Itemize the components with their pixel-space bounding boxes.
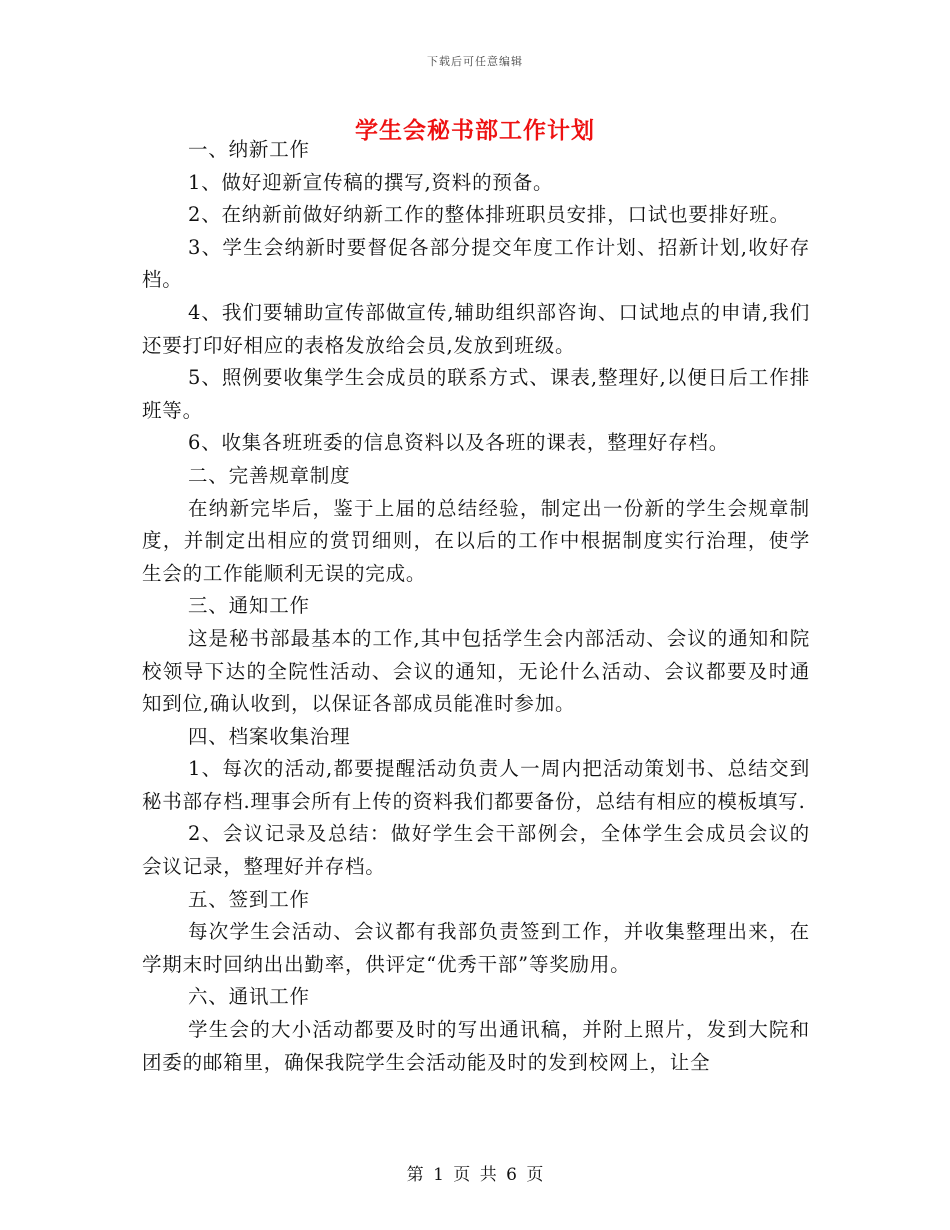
footer-page-number: 1 <box>433 1165 444 1185</box>
section-heading-sign-in: 五、签到工作 <box>188 887 310 911</box>
paragraph: 6、收集各班班委的信息资料以及各班的课表，整理好存档。 <box>188 431 730 455</box>
footer-total-pages: 6 <box>506 1165 517 1185</box>
paragraph: 学生会的大小活动都要及时的写出通讯稿，并附上照片，发到大院和团委的邮箱里，确保我院学生会活动能及时的发到校网上，让全 <box>142 1018 810 1074</box>
paragraph: 5、照例要收集学生会成员的联系方式、课表,整理好,以便日后工作排班等。 <box>142 366 810 422</box>
paragraph: 在纳新完毕后，鉴于上届的总结经验，制定出一份新的学生会规章制度，并制定出相应的赏罚细则，在以后的工作中根据制度实行治理，使学生会的工作能顺利无误的完成。 <box>142 496 810 585</box>
page-footer <box>0 1160 950 1185</box>
document-title: 学生会秘书部工作计划 <box>355 117 595 144</box>
section-heading-archives: 四、档案收集治理 <box>188 724 351 748</box>
paragraph: 3、学生会纳新时要督促各部分提交年度工作计划、招新计划,收好存档。 <box>142 235 810 292</box>
section-heading-notification: 三、通知工作 <box>188 594 310 618</box>
paragraph: 4、我们要辅助宣传部做宣传,辅助组织部咨询、口试地点的申请,我们还要打印好相应的表格发放给会员,发放到班级。 <box>142 300 810 357</box>
footer-middle: 页 共 <box>453 1165 497 1185</box>
paragraph: 1、做好迎新宣传稿的撰写,资料的预备。 <box>188 170 554 194</box>
paragraph: 每次学生会活动、会议都有我部负责签到工作，并收集整理出来，在学期末时回纳出出勤率，供评定“优秀干部”等奖励用。 <box>142 920 810 976</box>
section-heading-communication: 六、通讯工作 <box>188 985 310 1009</box>
header-note: 下载后可任意编辑 <box>427 55 523 68</box>
paragraph: 1、每次的活动,都要提醒活动负责人一周内把活动策划书、总结交到秘书部存档.理事会所有上传的资料我们都要备份，总结有相应的模板填写. <box>142 757 810 813</box>
section-heading-recruitment: 一、纳新工作 <box>188 138 310 161</box>
document-body <box>142 134 810 1079</box>
footer-prefix: 第 <box>406 1165 424 1185</box>
section-heading-regulations: 二、完善规章制度 <box>188 463 351 487</box>
footer-suffix: 页 <box>526 1165 544 1185</box>
paragraph: 2、在纳新前做好纳新工作的整体排班职员安排，口试也要排好班。 <box>188 203 790 227</box>
paragraph: 2、会议记录及总结：做好学生会干部例会，全体学生会成员会议的会议记录，整理好并存档。 <box>142 822 810 879</box>
paragraph: 这是秘书部最基本的工作,其中包括学生会内部活动、会议的通知和院校领导下达的全院性活动、会议的通知，无论什么活动、会议都要及时通知到位,确认收到，以保证各部成员能准时参加。 <box>142 626 810 716</box>
